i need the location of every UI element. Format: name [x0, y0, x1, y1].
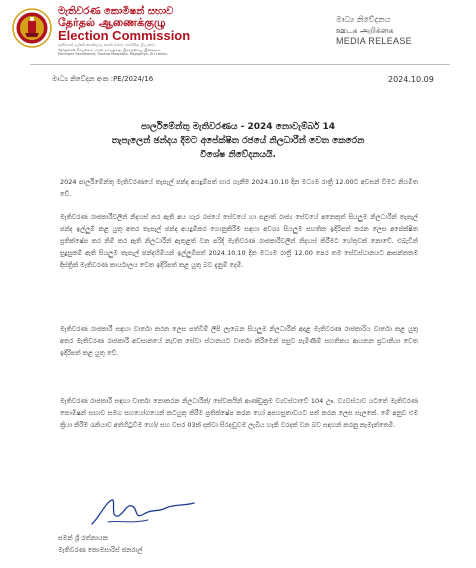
organization-name-block [58, 6, 248, 57]
title-line-3: විශේෂ නිවේදනයයි. [200, 150, 276, 160]
signatory-name: සමන් ශ්‍රී රත්නායක [58, 534, 108, 542]
title-line-2: තැපැලෙන් ඡන්දය දීමට අපේක්ෂිත රජයේ නිලධාරීන් වෙත කෙරෙන [111, 136, 365, 146]
org-name-sinhala: මැතිවරණ කොමිෂන් සභාව [58, 6, 174, 17]
org-name-english: Election Commission [58, 28, 191, 43]
document-title [60, 120, 416, 162]
signatory-designation: මැතිවරණ කොමසාරිස් ජනරාල් [58, 546, 143, 554]
election-commission-seal-icon [12, 8, 52, 48]
address-line-sinhala: මැතිවරණ ලේකම් කාර්යාලය, සරණ මාවත, රාජගිරිය, ශ්‍රී ලංකාව. [58, 43, 156, 47]
signatory-block [58, 532, 142, 556]
address-line-english: Elections Secretariat, Sarana Mawatha, Rajagiriya, Sri Lanka. [58, 52, 168, 57]
address-line-tamil: தேர்தல்கள் செயலகம், சரண மாவத்தை, இராஜகிரிய, இலங்கை. [58, 47, 161, 52]
media-release-reference: මාධ්‍ය නිවේදන අංක :PE/2024/16 [52, 75, 154, 83]
header-divider [30, 64, 450, 65]
body-paragraph-4: මැතිවරණ රාජකාරී සඳහා වාර්තා නොකරන නිලධාරීන්/ සේවකයින් ආණ්ඩුක්‍රම ව්‍යවස්ථාවේ 104 ඌ. ව්‍යවස්ථාව යටතේ මැතිවරණ කොමිෂන් සභාව සමග සහයෝගයෙන් කටයුතු කිරීම ප්‍රතික්ෂේප කරන හෝ අපහසුතාවයට පත් කරන ලෙස සැලකේ. මේ අනුව එම ක්‍රියා කිරීම රැකියාව අත්හිටුවීම හෝ/ සහ වසර 03ක් දක්වා සිරදඬුවම ලැබිය හැකි වරදක් වන බව සඳහන් කරනු කැමැත්තෙමි. [60, 397, 418, 429]
body-paragraph-2: මැතිවරණ රාජකාරීවලින් නිදහස් කර ඇති අය හැර රජයේ සේවයේ හා පළාත් රාජ්‍ය සේවයේ අනෙකුත් සියලුම නිලධාරීන් තැපැල් ඡන්ද ඉල්ලුම් කළ යුතු අතර තැපැල් ඡන්ද අයදුම්කර ගොනුකිරීම සඳහා අවශ්‍ය සියලුම සහතික ඉදිරිපත් කරන ලෙස අපේක්ෂිත ප්‍රතික්ෂේප කර නිම් කර ඇති නිලධාරීන් ඇතුළත් වන පරිදි මැතිවරණ රාජකාරීවලින් නිදහස් කිරීමට හේතුවක් නොවේ. එබැවින් සුදුසුකම් ඇති සියලුම තැපැල් ඡන්දහිමියන් ඉල්ලුම්පත් 2024.10.10 දින මධ්‍යම රාත්‍රී 12.00 පෙර තම සේවස්ථානයට ආසන්නතම දිස්ත්‍රික් මැතිවරණ කාර්යාලය වෙත ඉදිරිපත් කළ යුතු බව දැනුම් දෙමි. [60, 213, 418, 269]
title-line-1: පාර්ලිමේන්තු මැතිවරණය - 2024 නොවැම්බර් 14 [140, 122, 336, 132]
media-release-english: MEDIA RELEASE [336, 36, 412, 46]
media-release-tamil: ஊடக அறிக்கை [336, 26, 394, 35]
media-release-sinhala: මාධ්‍ය නිවේදනය [336, 15, 391, 24]
body-paragraph-1: 2024 පාර්ලිමේන්තු මැතිවරණයේ තැපැල් ඡන්ද අයදුම්පත් භාර ගැනීම 2024.10.10 දින මධ්‍යම රාත්‍රී 12.00ට අවසන් වීමට නියමිත වේ. [60, 178, 418, 198]
org-name-tamil: தேர்தல் ஆணைக்குழு [58, 16, 166, 29]
handwritten-signature [88, 494, 198, 530]
release-date: 2024.10.09 [388, 75, 434, 84]
media-release-label [336, 14, 466, 47]
body-paragraph-3: මැතිවරණ රාජකාරී සඳහා වාර්තා කරන ලෙස පත්වීම් ලිපි ලැබෙන සියලුම නිලධාරීන් අදාළ මැතිවරණ රාජකාරිය වාර්තා කළ යුතු අතර මැතිවරණ රාජකාරී අවසානයේ නැවත සේවා ස්ථානයට වාර්තා කිරීමෙන් පසුව පැමිණීම් සහතිකය ආයතන ප්‍රධානියා වෙත ඉදිරිපත් කළ යුතු වේ. [60, 325, 418, 357]
